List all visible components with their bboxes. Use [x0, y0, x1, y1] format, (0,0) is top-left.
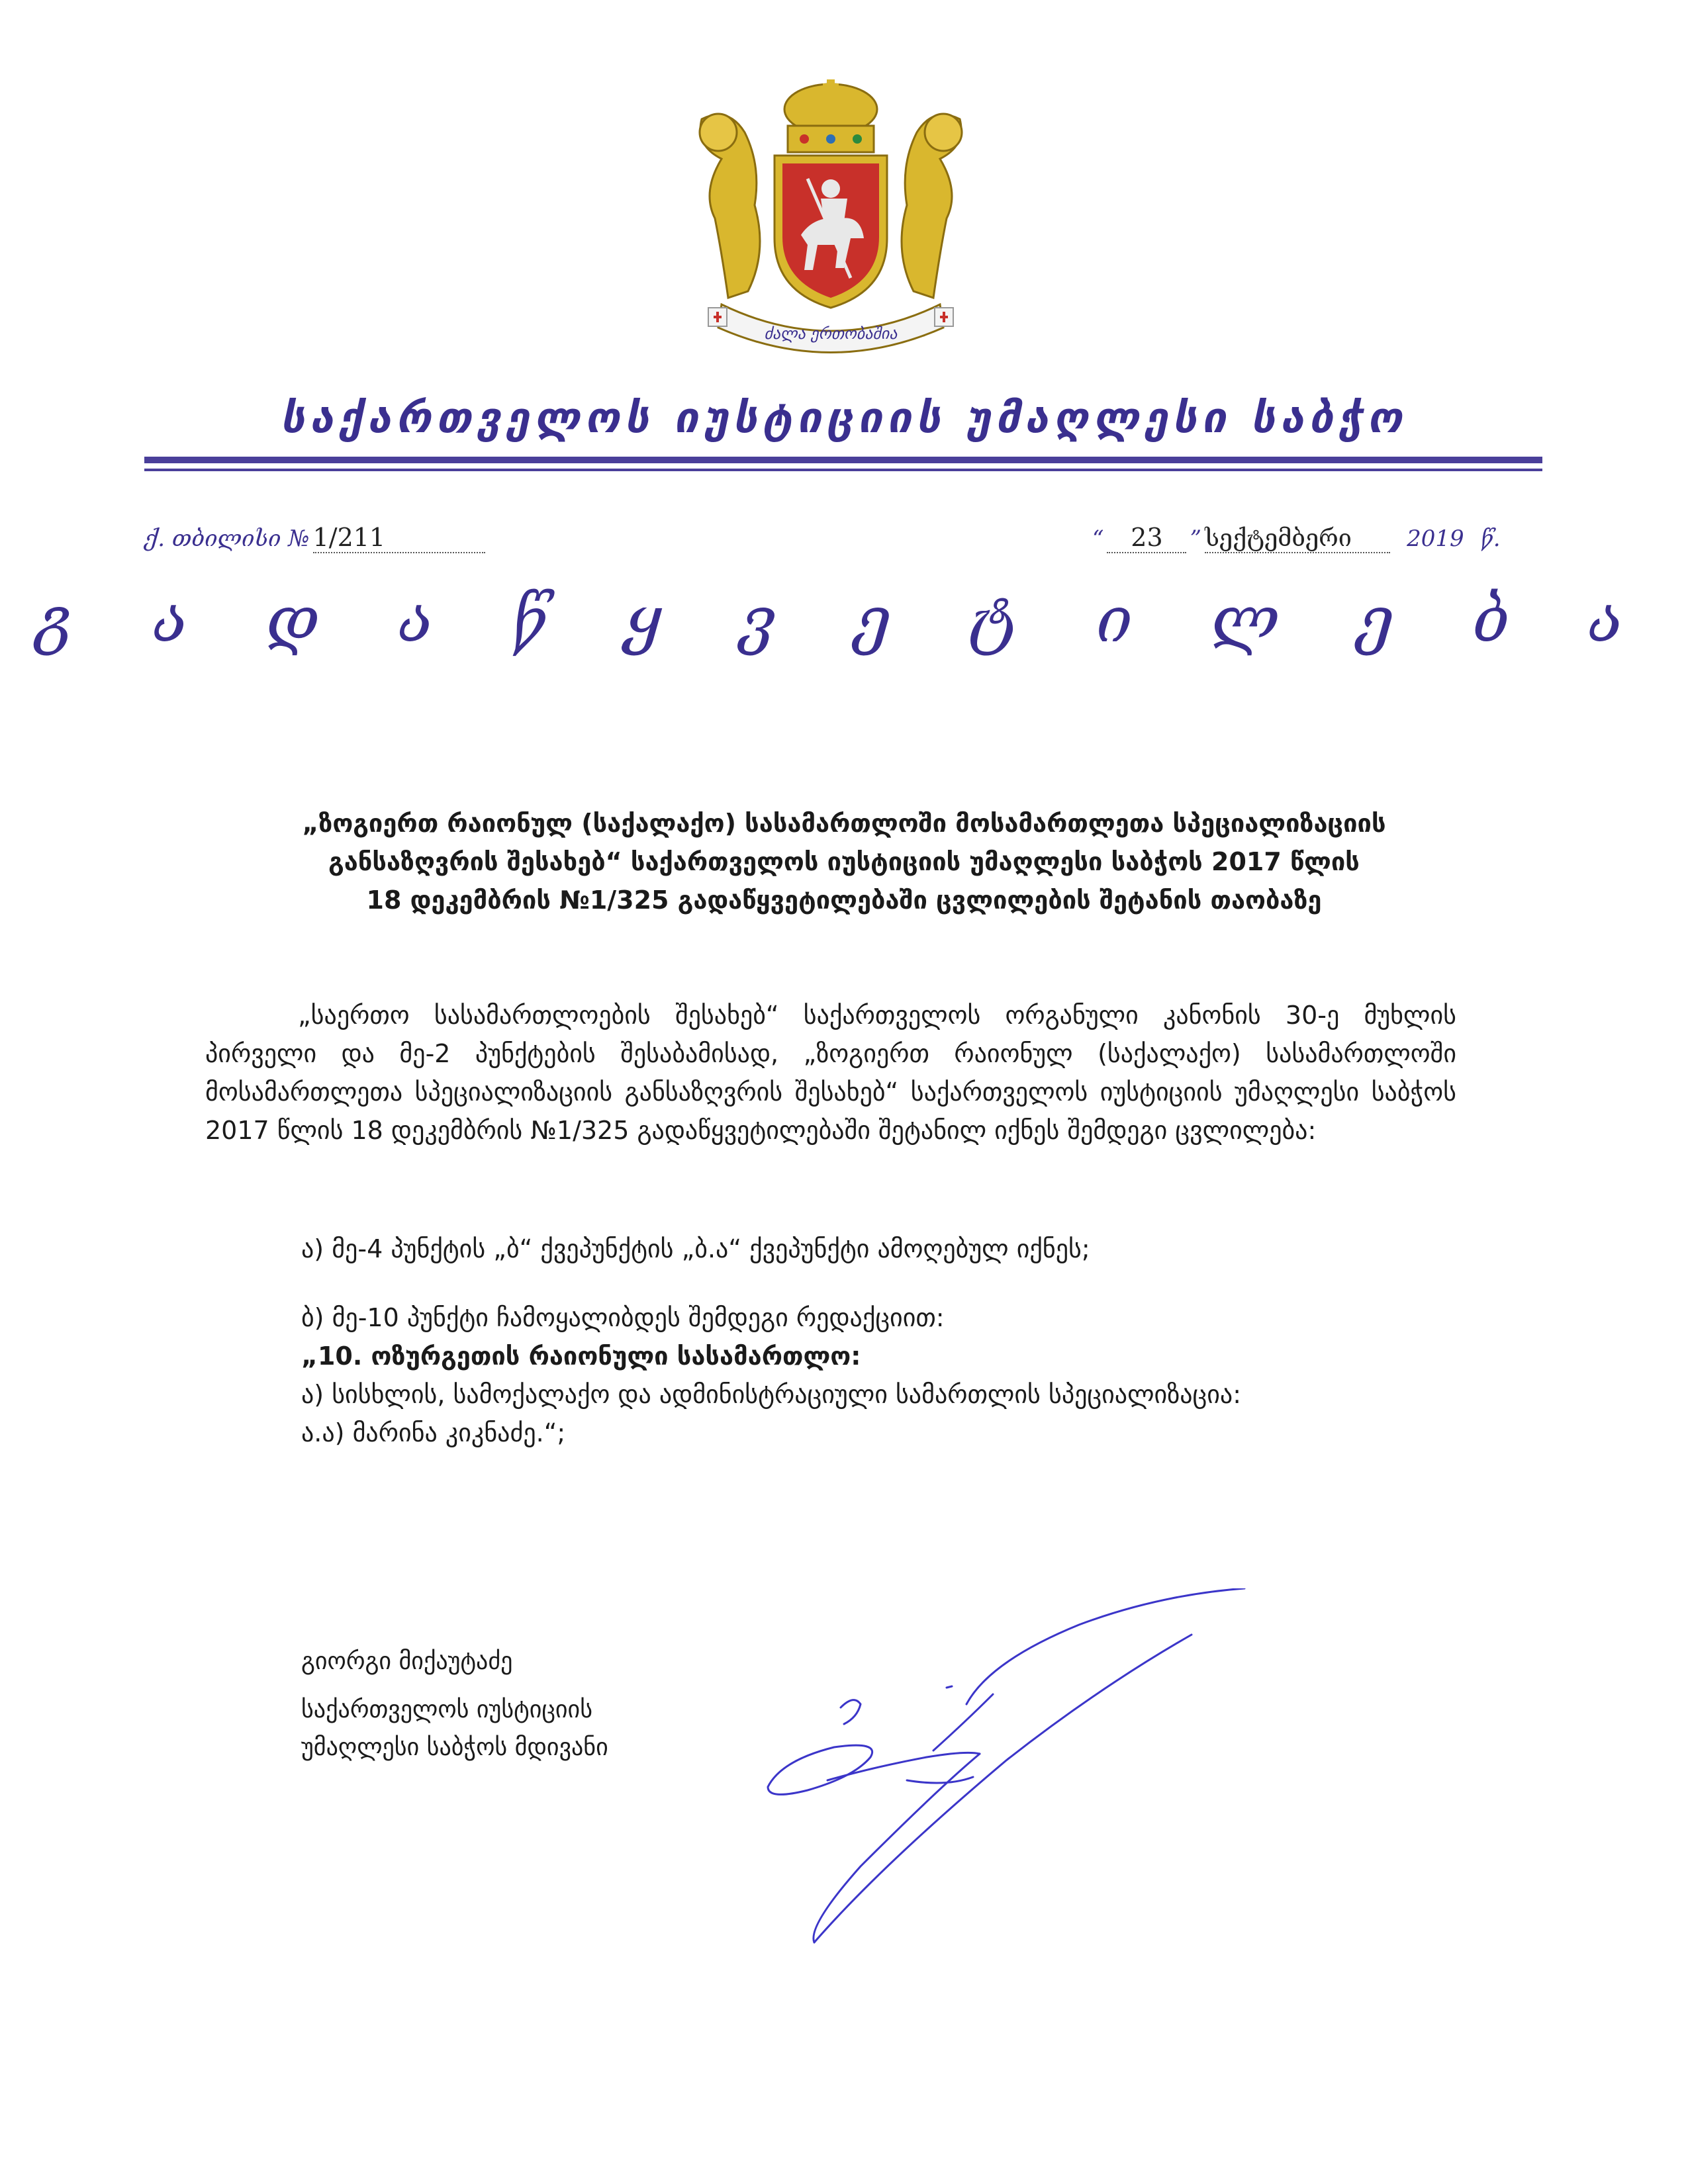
year-suffix: წ.: [1480, 525, 1501, 552]
institution-name: საქართველოს იუსტიციის უმაღლესი საბჭო: [281, 394, 1407, 443]
shield-icon: [774, 156, 887, 308]
document-date-line: [1092, 523, 1501, 553]
motto-ribbon: [708, 304, 953, 353]
signatory-title-line2: უმაღლესი საბჭოს მდივანი: [301, 1734, 608, 1761]
city-label: ქ. თბილისი №: [144, 525, 310, 552]
preamble-text: „საერთო სასამართლოების შესახებ“ საქართველოს ორგანული კანონის 30-ე მუხლის პირველი და მე-2 პუნქტების შესაბამისად, „ზოგიერთ რაიონულ (საქალაქო) სასამართლოში მოსამართლეთა სპეციალიზაციის განსაზღვრის შესახებ“ საქართველოს იუსტიციის უმაღლესი საბჭოს 2017 წლის 18 დეკემბრის №1/325 გადაწყვეტილებაში შეტანილ იქნეს შემდეგი ცვლილება:: [205, 1001, 1456, 1145]
svg-text:ძალა ერთობაშია: ძალა ერთობაშია: [764, 324, 898, 343]
document-title: გ ა დ ა წ ყ ვ ე ტ ი ლ ე ბ ა: [36, 582, 1652, 657]
signatory-name: გიორგი მიქაუტაძე: [301, 1648, 513, 1675]
day-close-quote: ”: [1190, 525, 1201, 552]
signatory-title-line1: საქართველოს იუსტიციის: [301, 1696, 592, 1723]
sub-item-aa: ა.ა) მარინა კიკნაძე.“;: [301, 1418, 566, 1447]
day-open-quote: “: [1092, 525, 1104, 552]
quoted-court-title: „10. ოზურგეთის რაიონული სასამართლო:: [301, 1342, 861, 1371]
handwritten-signature: [728, 1588, 1291, 1959]
subject-heading: [199, 804, 1489, 919]
date-day: 23: [1107, 523, 1186, 553]
date-year: 2019: [1407, 525, 1464, 552]
item-b: ბ) მე-10 პუნქტი ჩამოყალიბდეს შემდეგი რედაქციით:: [301, 1303, 945, 1332]
right-lion-icon: [902, 114, 962, 298]
item-a: ა) მე-4 პუნქტის „ბ“ ქვეპუნქტის „ბ.ა“ ქვეპუნქტი ამოღებულ იქნეს;: [301, 1234, 1090, 1263]
coat-of-arms-emblem: [682, 79, 980, 364]
document-number: 1/211: [313, 523, 485, 553]
header-rule-thin: [144, 469, 1542, 471]
document-number-line: [144, 523, 485, 553]
subject-line: 18 დეკემბრის №1/325 გადაწყვეტილებაში ცვლილების შეტანის თაობაზე: [366, 886, 1322, 915]
header-rule-thick: [144, 457, 1542, 463]
preamble-paragraph: [205, 996, 1456, 1150]
subject-line: განსაზღვრის შესახებ“ საქართველოს იუსტიციის უმაღლესი საბჭოს 2017 წლის: [328, 847, 1360, 876]
crown-icon: [784, 79, 877, 152]
date-month: სექტემბერი: [1205, 525, 1390, 553]
subject-line: „ზოგიერთ რაიონულ (საქალაქო) სასამართლოში მოსამართლეთა სპეციალიზაციის: [302, 809, 1386, 838]
left-lion-icon: [700, 114, 760, 298]
sub-item-a: ა) სისხლის, სამოქალაქო და ადმინისტრაციული სამართლის სპეციალიზაცია:: [301, 1380, 1242, 1409]
